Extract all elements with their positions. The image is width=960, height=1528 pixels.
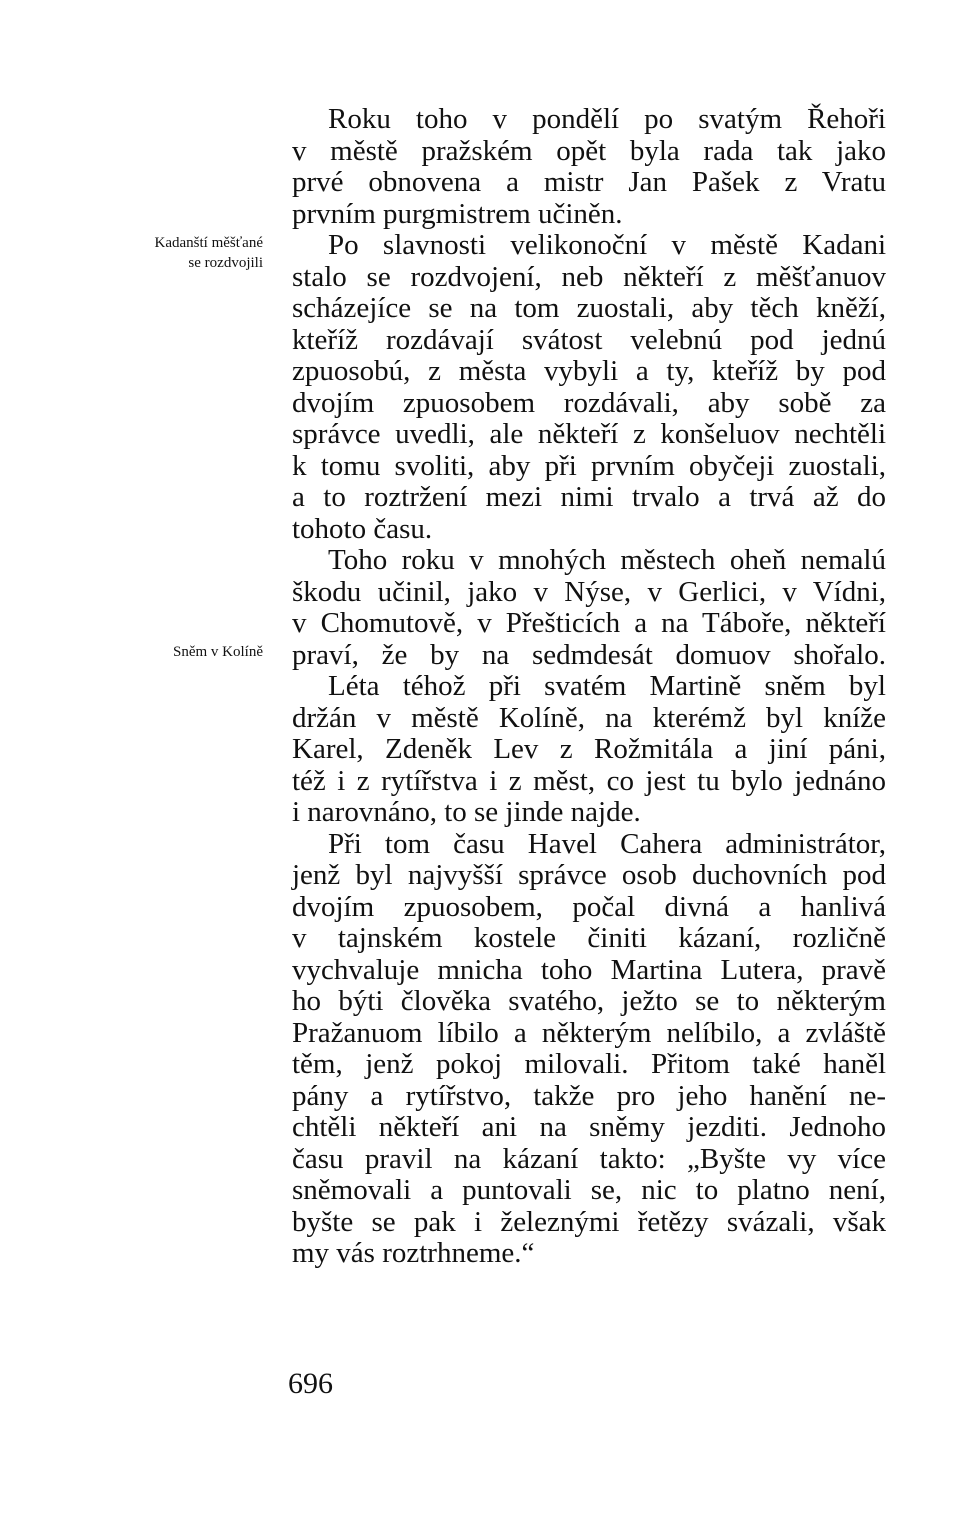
text-line: my vás roztrhneme.“ <box>292 1237 535 1269</box>
text-line: Roku toho v pondělí po svatým Řehoři <box>328 103 886 135</box>
text-line: pány a rytířstvo, takže pro jeho hanění ne- <box>292 1079 886 1112</box>
text-line: ho býti člověka svatého, ježto se to některým <box>292 985 886 1017</box>
text-line: a to roztržení mezi nimi trvalo a trvá až do <box>292 481 886 513</box>
text-line: prvé obnovena a mistr Jan Pašek z Vratu <box>292 166 886 198</box>
text-line: stalo se rozdvojení, neb někteří z měšťanuov <box>292 260 886 293</box>
text-line: chtěli někteří ani na sněmy jezditi. Jednoho <box>292 1111 886 1143</box>
text-line: sněmovali a puntovali se, nic to platno není, <box>292 1174 886 1206</box>
text-line: k tomu svoliti, aby při prvním obyčeji zuostali, <box>292 449 886 482</box>
text-line: praví, že by na sedmdesát domuov shořalo. <box>292 638 886 671</box>
text-line: Karel, Zdeněk Lev z Rožmitála a jiní páni, <box>292 733 886 765</box>
text-line: vychvaluje mnicha toho Martina Lutera, pravě <box>292 953 886 986</box>
text-line: scházejíce se na tom zuostali, aby těch kněží, <box>292 292 886 324</box>
text-line: v Chomutově, v Přešticích a na Táboře, někteří <box>292 607 886 639</box>
body-text <box>292 104 886 1270</box>
text-line: i narovnáno, to se jinde najde. <box>292 796 641 828</box>
text-line: dvojím zpuosobem rozdávali, aby sobě za <box>292 386 886 419</box>
text-line: Toho roku v mnohých městech oheň nemalú <box>328 544 886 576</box>
text-line: Léta téhož při svatém Martině sněm byl <box>328 670 886 702</box>
text-line: též i z rytířstva i z měst, co jest tu bylo jednáno <box>292 764 886 797</box>
margin-note-line: Kadanští měšťané <box>154 235 263 251</box>
text-line: jenž byl najvyšší správce osob duchovních pod <box>292 859 886 891</box>
margin-note-line: se rozdvojili <box>188 255 263 271</box>
text-line: zpuosobú, z města vybyli a ty, kteříž by pod <box>292 355 886 387</box>
page-number: 696 <box>288 1367 333 1400</box>
margin-note-snem <box>78 642 263 662</box>
margin-note-kadan <box>78 233 263 273</box>
text-line: byšte se pak i železnými řetězy svázali, však <box>292 1205 886 1238</box>
text-line: času pravil na kázaní takto: „Byšte vy více <box>292 1142 886 1175</box>
text-line: kteříž rozdávají svátost velebnú pod jednú <box>292 323 886 356</box>
text-line: v tajnském kostele činiti kázaní, rozličně <box>292 922 886 954</box>
text-line: Po slavnosti velikonoční v městě Kadani <box>328 229 886 261</box>
text-line: škodu učinil, jako v Nýse, v Gerlici, v Vídni, <box>292 575 886 608</box>
margin-note-line: Sněm v Kolíně <box>173 644 263 660</box>
text-line: správce uvedli, ale někteří z konšeluov nechtěli <box>292 418 886 450</box>
text-line: držán v městě Kolíně, na kterémž byl kníže <box>292 701 886 734</box>
text-line: Pražanuom líbilo a některým nelíbilo, a zvláště <box>292 1016 886 1049</box>
text-line: Při tom času Havel Cahera administrátor, <box>328 827 886 860</box>
text-line: dvojím zpuosobem, počal divná a hanlivá <box>292 890 886 923</box>
text-line: prvním purgmistrem učiněn. <box>292 197 623 230</box>
text-line: tohoto času. <box>292 512 433 545</box>
text-line: v městě pražském opět byla rada tak jako <box>292 134 886 167</box>
text-line: těm, jenž pokoj milovali. Přitom také haněl <box>292 1048 886 1080</box>
